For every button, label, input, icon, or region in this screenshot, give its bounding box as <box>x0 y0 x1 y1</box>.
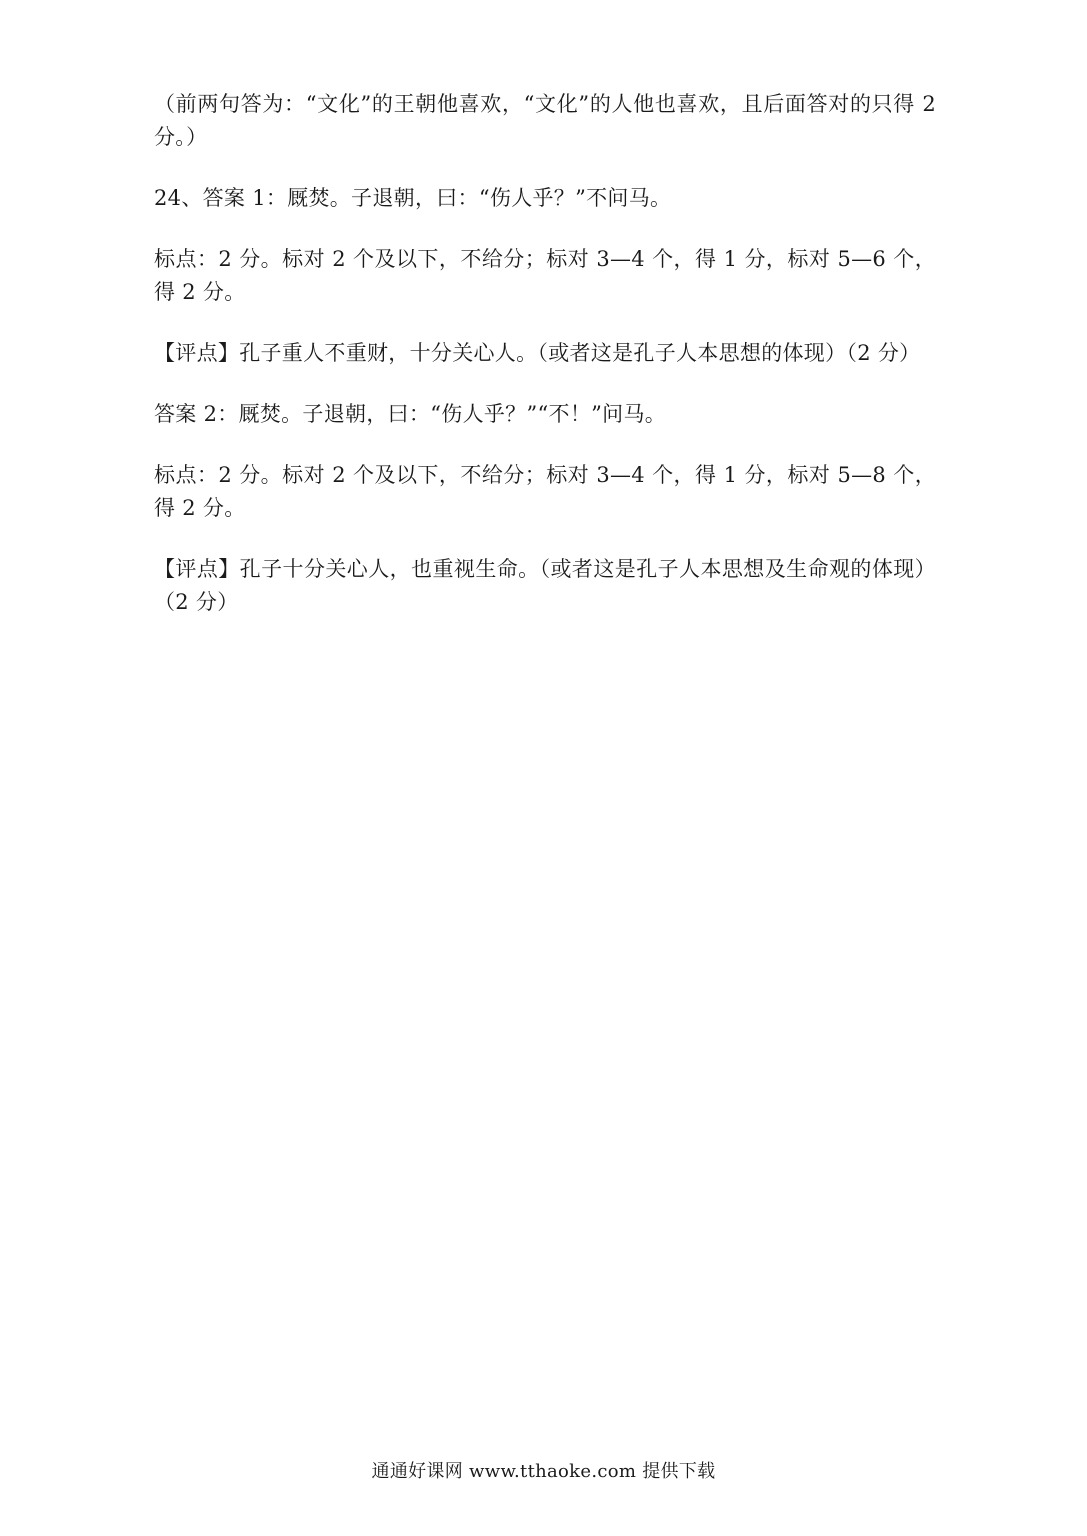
paragraph-answer-1: 24、答案 1：厩焚。子退朝，曰：“伤人乎？”不问马。 <box>154 186 672 210</box>
paragraph-punctuation-scoring-2: 标点：2 分。标对 2 个及以下，不给分；标对 3—4 个，得 1 分，标对 5—8 个，得 2 分。 <box>154 463 936 520</box>
document-body <box>154 88 936 647</box>
paragraph-punctuation-scoring-1: 标点：2 分。标对 2 个及以下，不给分；标对 3—4 个，得 1 分，标对 5—6 个，得 2 分。 <box>154 247 936 304</box>
paragraph-comment-2: 【评点】孔子十分关心人，也重视生命。（或者这是孔子人本思想及生命观的体现）（2 分） <box>154 557 936 614</box>
page-footer: 通通好课网 www.tthaoke.com 提供下载 <box>371 1461 716 1482</box>
paragraph-answer-2: 答案 2：厩焚。子退朝，曰：“伤人乎？”“不！”问马。 <box>154 402 667 426</box>
paragraph-note: （前两句答为：“文化”的王朝他喜欢，“文化”的人他也喜欢，且后面答对的只得 2 分。） <box>154 92 936 149</box>
paragraph-comment-1: 【评点】孔子重人不重财，十分关心人。（或者这是孔子人本思想的体现）（2 分） <box>154 341 921 365</box>
